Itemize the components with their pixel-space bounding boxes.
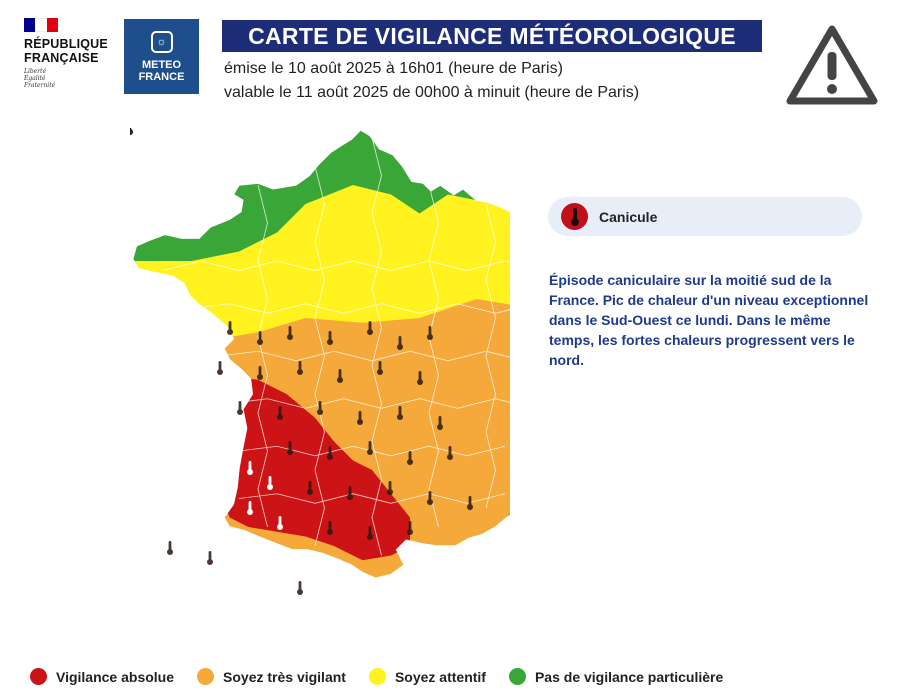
hazard-badge [548, 197, 862, 236]
legend-item-green: Pas de vigilance particulière [509, 668, 723, 685]
republique-name: RÉPUBLIQUE FRANÇAISE [24, 37, 108, 65]
france-vigilance-map [130, 128, 510, 648]
issued-date: émise le 10 août 2025 à 16h01 (heure de Paris) [224, 60, 563, 77]
warning-icon [786, 24, 878, 106]
legend-item-orange: Soyez très vigilant [197, 668, 346, 685]
republique-motto: Liberté Égalité Fraternité [24, 68, 56, 89]
meteo-france-name: METEO FRANCE [138, 59, 185, 83]
valid-date: valable le 11 août 2025 de 00h00 à minuit (heure de Paris) [224, 84, 640, 101]
thermometer-markers [130, 128, 133, 135]
orange-dot-icon [197, 668, 214, 685]
french-flag-icon [24, 18, 58, 32]
yellow-dot-icon [369, 668, 386, 685]
thermometer-icon [561, 203, 588, 230]
legend-item-red: Vigilance absolue [30, 668, 174, 685]
hazard-label: Canicule [599, 208, 658, 225]
green-dot-icon [509, 668, 526, 685]
page-title: CARTE DE VIGILANCE MÉTÉOROLOGIQUE [222, 20, 762, 52]
republique-francaise-logo [24, 18, 124, 89]
meteo-france-emblem-icon: ☼ [151, 31, 173, 53]
red-dot-icon [30, 668, 47, 685]
meteo-france-logo [124, 19, 199, 94]
hazard-description: Épisode caniculaire sur la moitié sud de la France. Pic de chaleur d'un niveau exceptionnel dans le Sud-Ouest ce lundi. Dans le même temps, les fortes chaleurs progressent vers le nord. [549, 272, 869, 368]
legend [30, 668, 746, 685]
legend-item-yellow: Soyez attentif [369, 668, 486, 685]
